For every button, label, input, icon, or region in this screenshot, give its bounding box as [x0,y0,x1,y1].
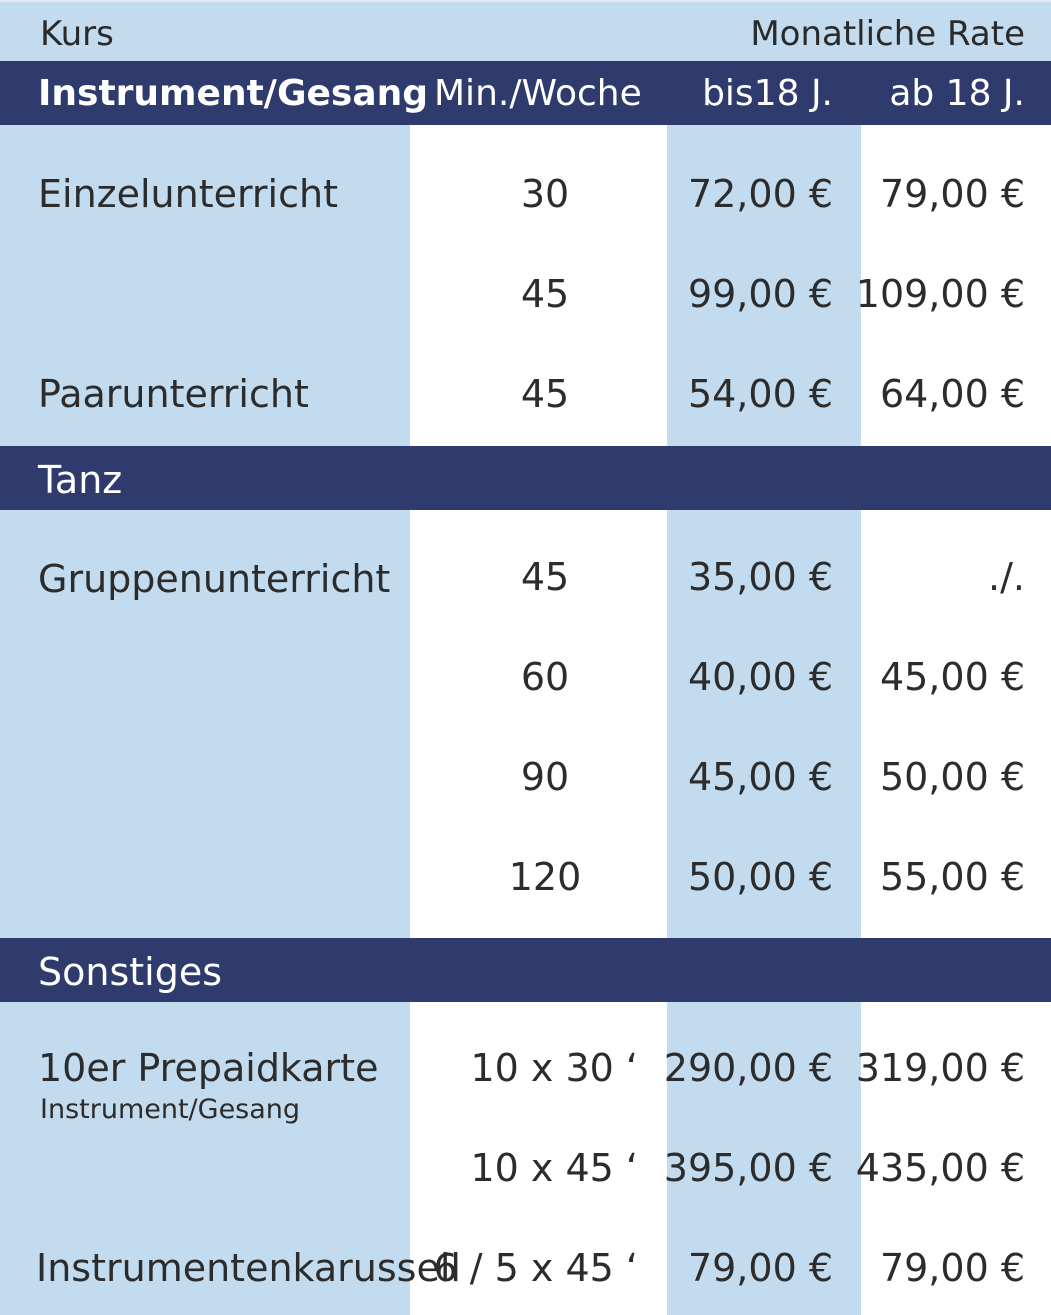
price-under-18: 99,00 € [687,272,833,316]
table-row [0,1246,1051,1306]
minutes-cell: 90 [520,755,570,799]
table-row [0,172,1051,232]
monthly-rate-label: Monatliche Rate [750,14,1025,54]
minutes-cell: 120 [508,855,582,899]
column-header-under-18: bis18 J. [702,73,833,114]
table-row [0,372,1051,432]
price-over-18: 319,00 € [855,1046,1025,1090]
column-header-bar [0,61,1051,125]
price-under-18: 50,00 € [687,855,833,899]
price-over-18: 79,00 € [879,1246,1025,1290]
minutes-cell: 10 x 45 ‘ [470,1146,638,1190]
price-over-18: 64,00 € [879,372,1025,416]
section-title-dance: Tanz [38,458,123,502]
section-bar-dance [0,446,1051,510]
minutes-cell: 10 x 30 ‘ [470,1046,638,1090]
price-over-18: 109,00 € [855,272,1025,316]
course-label: Kurs [40,14,114,54]
table-row [0,1046,1051,1125]
price-over-18: 45,00 € [879,655,1025,699]
minutes-cell: 60 [520,655,570,699]
section-title-other: Sonstiges [38,950,223,994]
minutes-cell: 45 [520,555,570,599]
course-name: Instrumentenkarussell [36,1246,461,1290]
course-name: Gruppenunterricht [38,557,391,601]
price-over-18: ./. [988,555,1025,599]
section-title-instrument: Instrument/Gesang [38,73,429,114]
minutes-cell: 45 [520,272,570,316]
minutes-cell: 45 [520,372,570,416]
column-header-minutes: Min./Woche [434,73,642,114]
section-bar-other [0,938,1051,1002]
column-header-over-18: ab 18 J. [889,73,1025,114]
minutes-cell: 6 / 5 x 45 ‘ [433,1246,638,1290]
price-under-18: 290,00 € [663,1046,833,1090]
price-under-18: 79,00 € [687,1246,833,1290]
table-row [0,1146,1051,1206]
price-under-18: 35,00 € [687,555,833,599]
table-row [0,272,1051,332]
table-row [0,655,1051,715]
price-under-18: 40,00 € [687,655,833,699]
table-title-band [0,0,1051,61]
course-subtitle: Instrument/Gesang [40,1094,301,1125]
course-name: Paarunterricht [38,372,309,416]
table-row [0,855,1051,915]
price-under-18: 72,00 € [687,172,833,216]
table-row [0,555,1051,615]
price-under-18: 395,00 € [663,1146,833,1190]
course-name: 10er Prepaidkarte [38,1046,379,1090]
price-over-18: 50,00 € [879,755,1025,799]
price-under-18: 54,00 € [687,372,833,416]
price-over-18: 435,00 € [855,1146,1025,1190]
table-row [0,755,1051,815]
price-under-18: 45,00 € [687,755,833,799]
course-name: Einzelunterricht [38,172,338,216]
minutes-cell: 30 [520,172,570,216]
price-over-18: 55,00 € [879,855,1025,899]
price-over-18: 79,00 € [879,172,1025,216]
